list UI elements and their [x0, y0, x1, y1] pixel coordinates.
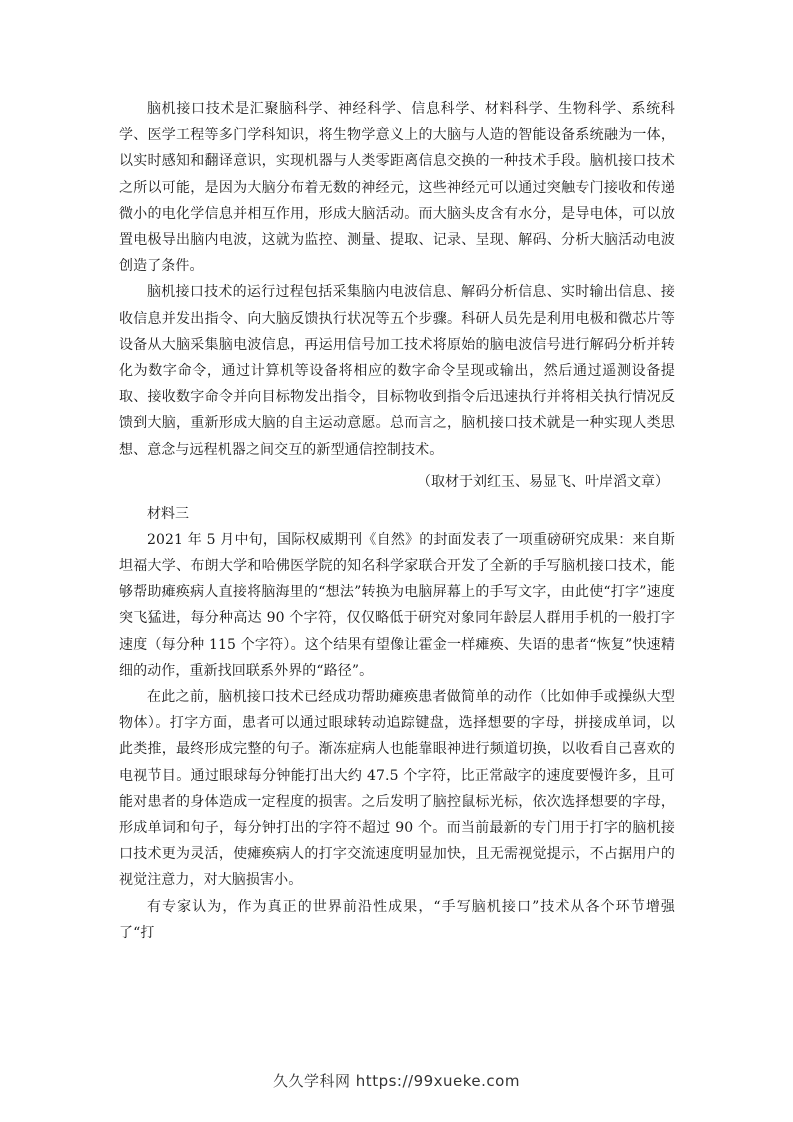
- paragraph: 有专家认为，作为真正的世界前沿性成果，“手写脑机接口”技术从各个环节增强了“打: [119, 898, 675, 941]
- paragraph: 脑机接口技术是汇聚脑科学、神经科学、信息科学、材料科学、生物科学、系统科学、医学工程等多门学科知识，将生物学意义上的大脑与人造的智能设备系统融为一体，以实时感知和翻译意识，实现机器与人类零距离信息交换的一种技术手段。脑机接口技术之所以可能，是因为大脑分布着无数的神经元，这些神经元可以通过突触专门接收和传递微小的电化学信息并相互作用，形成大脑活动。而大脑头皮含有水分，是导电体，可以放置电极导出脑内电波，这就为监控、测量、提取、记录、呈现、解码、分析大脑活动电波创造了条件。: [119, 101, 675, 275]
- paragraph: 2021 年 5 月中旬，国际权威期刊《自然》的封面发表了一项重磅研究成果：来自斯坦福大学、布朗大学和哈佛医学院的知名科学家联合开发了全新的手写脑机接口技术，能够帮助瘫痪病人直接将脑海里的“想法”转换为电脑屏幕上的手写文字，由此使“打字”速度突飞猛进，每分种高达 90 个字符，仅仅略低于研究对象同年龄层人群用手机的一般打字速度（每分种 115 个字符）。这个结果有望像让霍金一样瘫痪、失语的患者“恢复”快速精细的动作，重新找回联系外界的“路径”。: [119, 531, 675, 679]
- page-footer-watermark: 久久学科网 https://99xueke.com: [273, 1072, 520, 1090]
- document-body: [119, 96, 675, 946]
- source-citation: （取材于刘红玉、易显飞、叶岸滔文章）: [417, 473, 669, 490]
- section-heading: 材料三: [147, 505, 189, 522]
- paragraph: 脑机接口技术的运行过程包括采集脑内电波信息、解码分析信息、实时输出信息、接收信息并发出指令、向大脑反馈执行状况等五个步骤。科研人员先是利用电极和微芯片等设备从大脑采集脑电波信息，再运用信号加工技术将原始的脑电波信号进行解码分析并转化为数字命令，通过计算机等设备将相应的数字命令呈现或输出，然后通过遥测设备提取、接收数字命令并向目标物发出指令，目标物收到指令后迅速执行并将相关执行情况反馈到大脑，重新形成大脑的自主运动意愿。总而言之，脑机接口技术就是一种实现人类思想、意念与远程机器之间交互的新型通信控制技术。: [119, 284, 675, 458]
- paragraph: 在此之前，脑机接口技术已经成功帮助瘫痪患者做简单的动作（比如伸手或操纵大型物体）。打字方面，患者可以通过眼球转动追踪键盘，选择想要的字母，拼接成单词，以此类推，最终形成完整的句子。渐冻症病人也能靠眼神进行频道切换，以收看自己喜欢的电视节目。通过眼球每分钟能打出大约 47.5 个字符，比正常敲字的速度要慢许多，且可能对患者的身体造成一定程度的损害。之后发明了脑控鼠标光标，依次选择想要的字母，形成单词和句子，每分钟打出的字符不超过 90 个。而当前最新的专门用于打字的脑机接口技术更为灵活，使瘫痪病人的打字交流速度明显加快，且无需视觉提示，不占据用户的视觉注意力，对大脑损害小。: [119, 689, 675, 889]
